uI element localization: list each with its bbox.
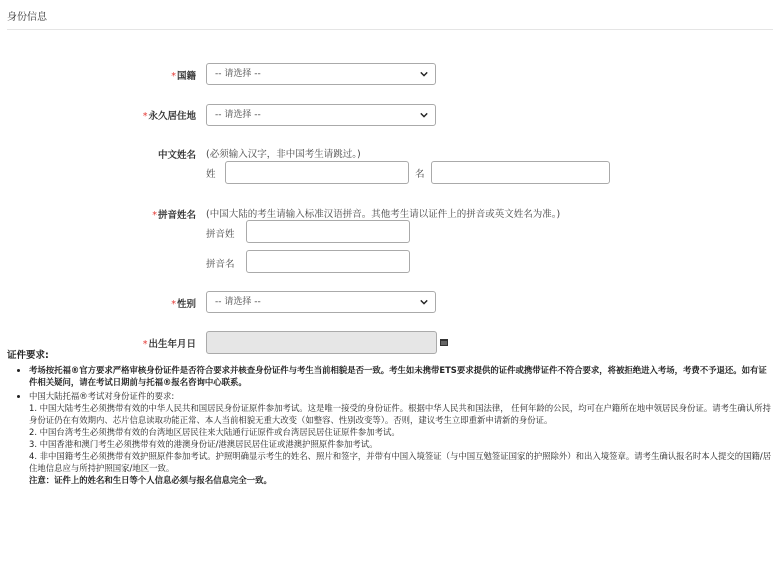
- pinyin-surname-input[interactable]: [246, 220, 410, 243]
- dob-label: [76, 336, 196, 350]
- requirements-title: 证件要求:: [7, 350, 49, 361]
- residence-select[interactable]: [206, 104, 436, 126]
- requirement-line-1: 1. 中国大陆考生必须携带有效的中华人民共和国居民身份证原件参加考试。这是唯一接受的身份证件。根据中华人民共和国法律， 任何年龄的公民，均可在户籍所在地申领居民身份证。请考生确认所持身份证仍在有效期内、芯片信息读取功能正常、本人当前相貌无重大改变（如整容、性别改变等）。否则，建议考生立即重新申请新的身份证。: [29, 403, 771, 425]
- gender-label-text: 性别: [176, 299, 196, 310]
- nationality-label: [76, 68, 196, 82]
- chinese-name-label: 中文姓名: [157, 150, 196, 161]
- pinyin-name-label-text: 拼音姓名: [157, 210, 196, 221]
- chinese-name-hint: (必须输入汉字，非中国考生请跳过。): [206, 149, 361, 160]
- pinyin-name-hint: (中国大陆的考生请输入标准汉语拼音。其他考生请以证件上的拼音或英文姓名为准。): [206, 209, 561, 220]
- section-title: 身份信息: [7, 12, 47, 23]
- surname-label: 姓: [206, 169, 216, 180]
- requirements-list: [7, 364, 773, 488]
- chevron-down-icon: [420, 298, 428, 306]
- dob-label-text: 出生年月日: [148, 339, 196, 350]
- nationality-select-value: -- 请选择 --: [215, 69, 261, 79]
- requirement-note: 注意：证件上的姓名和生日等个人信息必须与报名信息完全一致。: [29, 475, 272, 485]
- section-divider: [7, 29, 773, 30]
- pinyin-given-label: 拼音名: [206, 259, 235, 270]
- requirement-line-4: 4. 非中国籍考生必须携带有效护照原件参加考试。护照明确显示考生的姓名、照片和签字，并带有中国入境签证（与中国互勉签证国家的护照除外）和出入境签章。请考生确认报名时本人提交的国籍/居住地信息应与所持护照国家/地区一致。: [29, 451, 772, 473]
- gender-select[interactable]: [206, 291, 436, 313]
- requirement-item-2: [29, 390, 773, 486]
- residence-select-value: -- 请选择 --: [215, 110, 261, 120]
- chevron-down-icon: [420, 111, 428, 119]
- chevron-down-icon: [420, 70, 428, 78]
- pinyin-name-label: [76, 207, 196, 221]
- gender-label: [76, 296, 196, 310]
- nationality-select[interactable]: [206, 63, 436, 85]
- calendar-icon[interactable]: [440, 338, 448, 346]
- required-mark: *: [142, 111, 148, 122]
- required-mark: *: [171, 71, 176, 82]
- residence-label: [76, 108, 196, 122]
- chinese-surname-input[interactable]: [225, 161, 409, 184]
- requirement-item-1: • 考场按托福®官方要求严格审核身份证件是否符合要求并核查身份证件与考生当前相貌是否一致。考生如未携带ETS要求提供的证件或携带证件不符合要求，将被拒绝进入考场，考费不予退还。如有证件相关疑问，请在考试日期前与托福®报名咨询中心联系。: [29, 364, 773, 388]
- gender-select-value: -- 请选择 --: [215, 297, 261, 307]
- requirement-item-2-head: • 中国大陆托福®考试对身份证件的要求:: [29, 391, 175, 401]
- residence-label-text: 永久居住地: [148, 111, 196, 122]
- required-mark: *: [152, 210, 157, 221]
- requirement-line-3: 3. 中国香港和澳门考生必须携带有效的港澳身份证/港澳居民居住证或港澳护照原件参加考试。: [29, 439, 378, 449]
- dob-input[interactable]: [206, 331, 437, 354]
- required-mark: *: [171, 299, 176, 310]
- required-mark: *: [142, 339, 148, 350]
- nationality-label-text: 国籍: [176, 71, 196, 82]
- pinyin-given-name-input[interactable]: [246, 250, 410, 273]
- pinyin-surname-label: 拼音姓: [206, 229, 235, 240]
- chinese-given-name-input[interactable]: [431, 161, 610, 184]
- requirement-line-2: 2. 中国台湾考生必须携带有效的台湾地区居民往来大陆通行证原件或台湾居民居住证原件参加考试。: [29, 427, 400, 437]
- given-name-label: 名: [415, 169, 425, 180]
